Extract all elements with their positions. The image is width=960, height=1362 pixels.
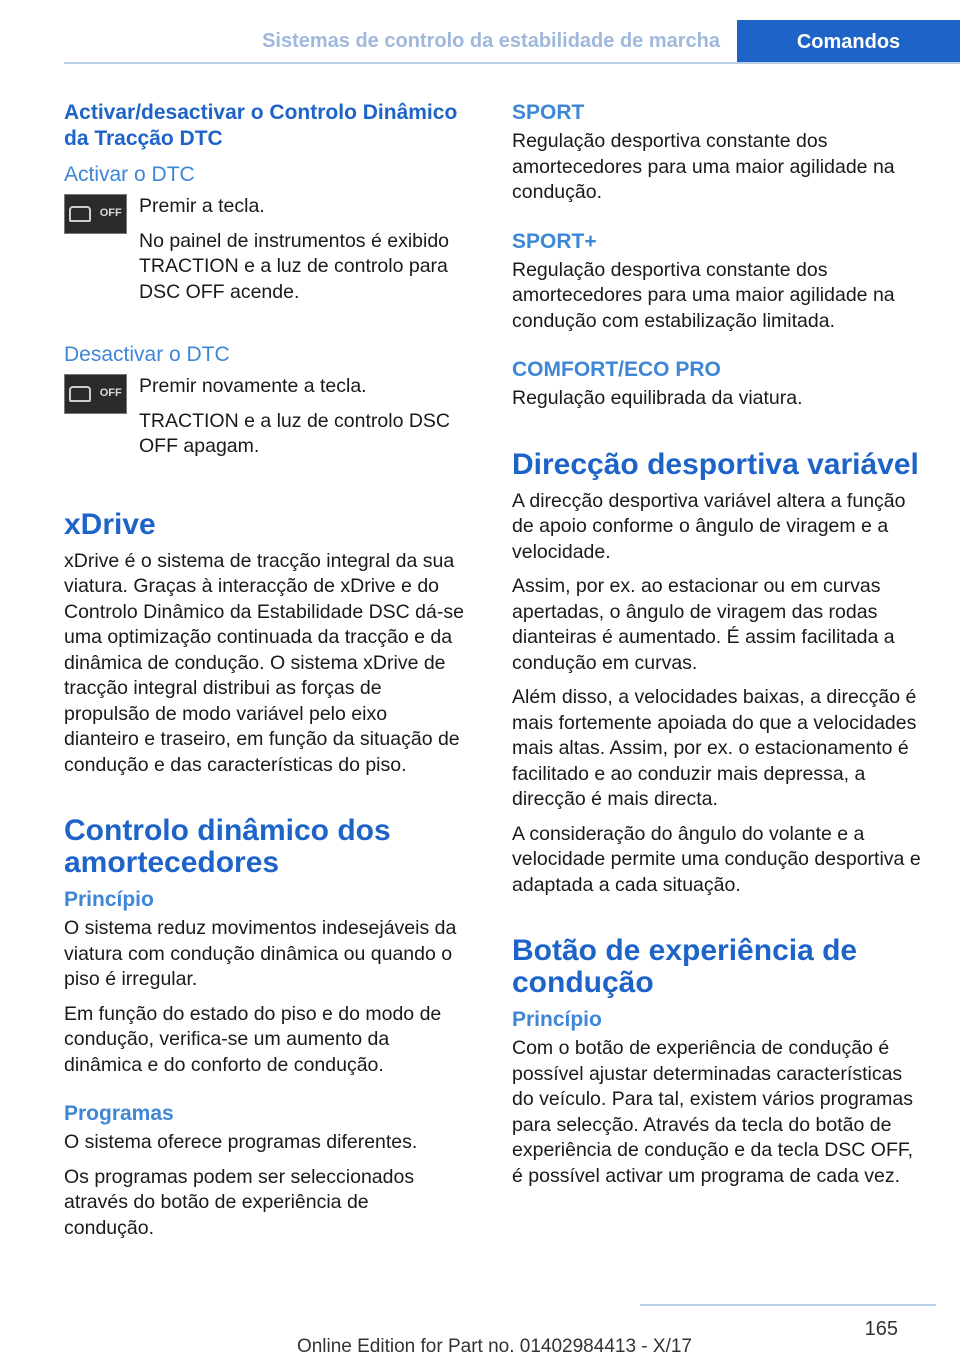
activate-instruction (64, 194, 464, 305)
deactivate-step-2: TRACTION e a luz de controlo DSC OFF apagam. (139, 409, 451, 457)
sport-plus-paragraph: Regulação desportiva constante dos amortecedores para uma maior agilidade na condução com estabilização limitada. (512, 258, 895, 332)
car-skid-icon (69, 386, 91, 402)
heading-activate-dtc: Activar o DTC (64, 163, 195, 186)
comfort-paragraph: Regulação equilibrada da viatura. (512, 387, 803, 409)
heading-comfort: COMFORT/ECO PRO (512, 358, 721, 381)
footer-rule (640, 1304, 936, 1306)
right-column (512, 100, 927, 1198)
heading-damping: Controlo dinâmico dos amortecedores (64, 814, 391, 879)
header-rule (64, 62, 960, 64)
programs-paragraph-2: Os programas podem ser seleccionados através do botão de experiência de condução. (64, 1165, 415, 1239)
heading-sport-plus: SPORT+ (512, 229, 597, 253)
dtc-button-icon (64, 374, 127, 414)
programs-paragraph-1: O sistema oferece programas diferentes. (64, 1131, 418, 1153)
heading-xdrive: xDrive (64, 507, 156, 541)
xdrive-paragraph: xDrive é o sistema de tracção integral da sua viatura. Graças à interacção de xDrive e do Controlo Dinâmico da Estabilidade DSC dá-se uma optimização continuada da tracção e da dinâmica de condução. O sistema xDrive de tracção integral distribui as forças de propulsão de modo variável pelo eixo dianteiro e traseiro, em função da situação de condução e das características do piso. (64, 549, 464, 776)
damping-paragraph-2: Em função do estado do piso e do modo de condução, verifica-se um aumento da dinâmica e do conforto de condução. (64, 1002, 442, 1076)
header-chapter-tab: Comandos (737, 20, 960, 64)
heading-driving-experience: Botão de experiência de condução (512, 934, 858, 999)
heading-steering: Direcção desportiva variável (512, 447, 919, 481)
deactivate-step-1: Premir novamente a tecla. (139, 375, 367, 397)
heading-dtc: Activar/desactivar o Controlo Dinâmico da Tracção DTC (64, 101, 458, 150)
footer-edition: Online Edition for Part no. 01402984413 - X/17 (296, 1336, 692, 1357)
damping-paragraph-1: O sistema reduz movimentos indesejáveis da viatura com condução dinâmica ou quando o piso é irregular. (64, 917, 457, 990)
heading-principle: Princípio (512, 1008, 602, 1031)
left-column (64, 100, 464, 1250)
page-number: 165 (864, 1318, 898, 1340)
steering-paragraph-3: Além disso, a velocidades baixas, a direcção é mais fortemente apoiada do que a velocidades mais altas. Assim, por ex. o estacionamento é facilitado e ao conduzir mais depressa, a direcção é mais directa. (512, 686, 917, 810)
activate-step-1: Premir a tecla. (139, 195, 265, 217)
car-skid-icon (69, 206, 91, 222)
steering-paragraph-4: A consideração do ângulo do volante e a velocidade permite uma condução desportiva e adaptada a cada situação. (512, 822, 921, 896)
steering-paragraph-2: Assim, por ex. ao estacionar ou em curvas apertadas, o ângulo de viragem das rodas dianteiras é aumentado. É assim facilitada a condução em curvas. (512, 575, 895, 674)
heading-deactivate-dtc: Desactivar o DTC (64, 343, 230, 366)
steering-paragraph-1: A direcção desportiva variável altera a função de apoio conforme o ângulo de viragem e a velocidade. (512, 489, 906, 563)
heading-principle: Princípio (64, 888, 154, 911)
heading-sport: SPORT (512, 101, 585, 124)
heading-programs: Programas (64, 1102, 174, 1125)
sport-paragraph: Regulação desportiva constante dos amortecedores para uma maior agilidade na condução. (512, 130, 895, 203)
button-off-label: OFF (99, 207, 122, 220)
experience-paragraph: Com o botão de experiência de condução é possível ajustar determinadas características do veículo. Para tal, existem vários programas para selecção. Através da tecla do botão de experiência de condução e da tecla DSC OFF, é possível activar um programa de cada vez. (512, 1037, 914, 1187)
header-section-title: Sistemas de controlo da estabilidade de marcha (262, 30, 720, 52)
button-off-label: OFF (99, 387, 122, 400)
deactivate-instruction (64, 374, 464, 460)
activate-step-2: No painel de instrumentos é exibido TRACTION e a luz de controlo para DSC OFF acende. (139, 229, 450, 303)
dtc-button-icon (64, 194, 127, 234)
